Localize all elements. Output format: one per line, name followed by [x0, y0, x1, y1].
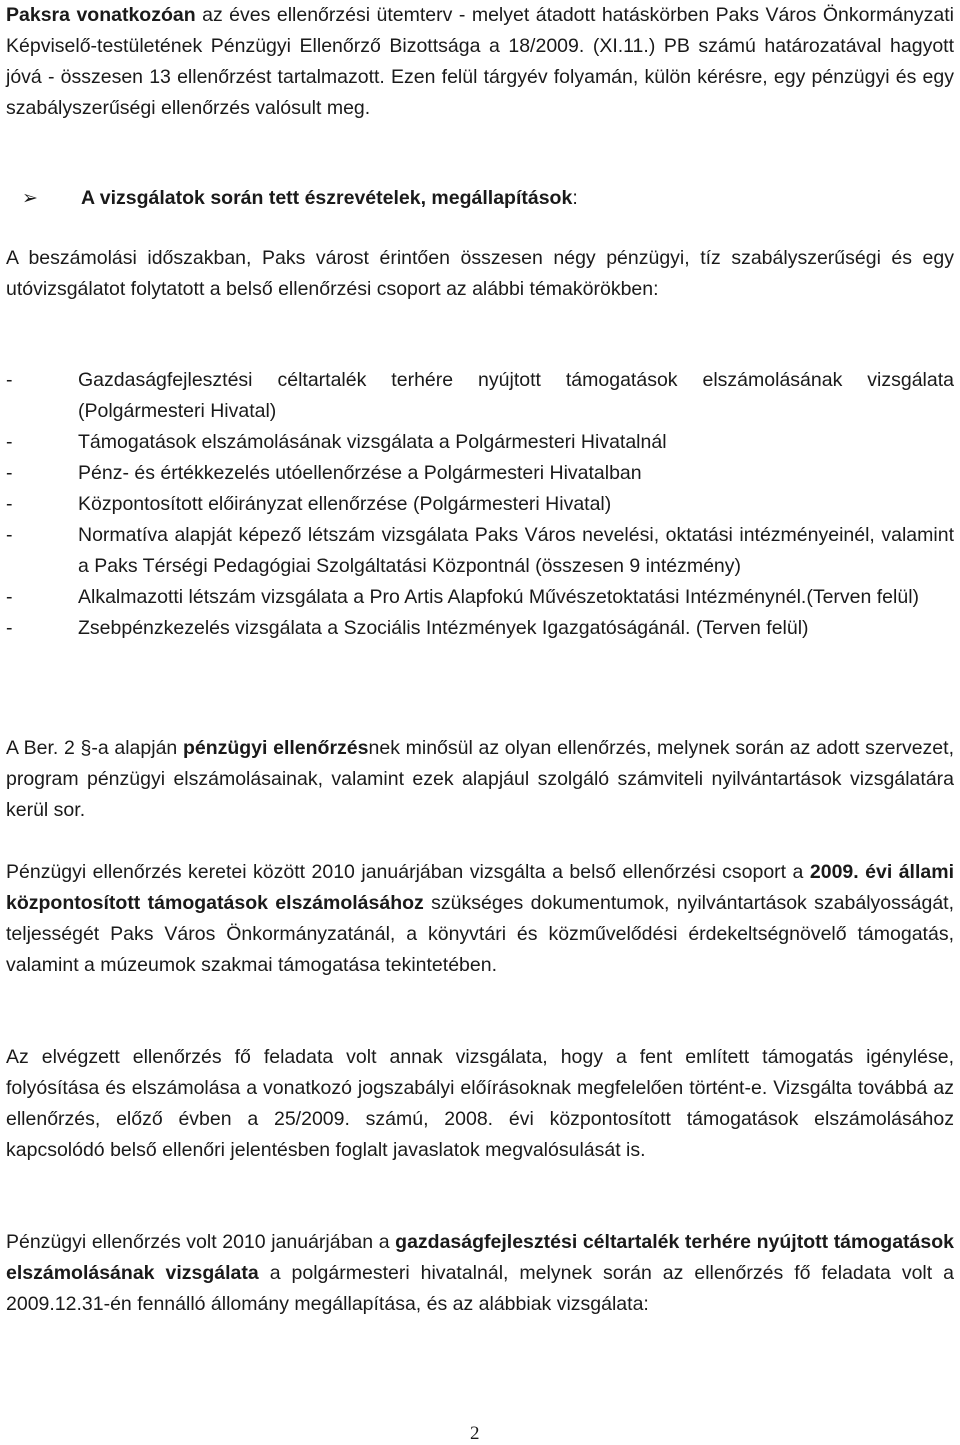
- list-dash: -: [6, 493, 13, 515]
- section-heading-title: A vizsgálatok során tett észrevételek, megállapítások: [81, 187, 573, 209]
- summary-paragraph: A beszámolási időszakban, Paks várost érintően összesen négy pénzügyi, tíz szabályszerűségi és egy utóvizsgálatot folytatott a belső ellenőrzési csoport az alábbi témakörökben:: [6, 247, 954, 300]
- list-dash: -: [6, 586, 13, 608]
- list-item-text: Normatíva alapját képező létszám vizsgálata Paks Város nevelési, oktatási intézményeinél, valamint a Paks Térségi Pedagógiai Szolgáltatási Központnál (összesen 9 intézmény): [78, 524, 954, 577]
- list-item-text: Gazdaságfejlesztési céltartalék terhére nyújtott támogatások elszámolásának vizsgálata (Polgármesteri Hivatal): [78, 369, 954, 422]
- main-task-paragraph: Az elvégzett ellenőrzés fő feladata volt annak vizsgálata, hogy a fent említett támogatás igénylése, folyósítása és elszámolása a vonatkozó jogszabályi előírásoknak megfelelően történt-e. Vizsgálta továbbá az ellenőrzés, előző évben a 25/2009. számú, 2008. évi központosított támogatások elszámolásához kapcsolódó belső ellenőri jelentésben foglalt javaslatok megvalósulását is.: [6, 1046, 954, 1161]
- section-heading-suffix: :: [572, 187, 578, 209]
- definition-bold: pénzügyi ellenőrzés: [182, 737, 369, 759]
- intro-paragraph: [6, 0, 954, 124]
- list-dash: -: [6, 431, 13, 453]
- topics-list: [6, 365, 954, 644]
- financial-check-post: szükséges dokumentumok, nyilvántartások szabályosságát, teljességét Paks Város Önkormányzatánál, a könyvtári és közművelődési érdekeltségnövelő támogatás, valamint a múzeumok szakmai támogatása tekintetében.: [6, 892, 955, 976]
- development-check-post: a polgármesteri hivatalnál, melynek során az ellenőrzés fő feladata volt a 2009.12.31-én fennálló állomány megállapítása, és az alábbiak vizsgálata:: [6, 1262, 955, 1315]
- list-item: [6, 458, 954, 489]
- definition-paragraph: [6, 733, 954, 826]
- list-item: [6, 520, 954, 582]
- development-check-pre: Pénzügyi ellenőrzés volt 2010 januárjában a: [6, 1231, 396, 1253]
- list-item-text: Pénz- és értékkezelés utóellenőrzése a Polgármesteri Hivatalban: [78, 462, 642, 484]
- list-item: [6, 489, 954, 520]
- list-item-text: Alkalmazotti létszám vizsgálata a Pro Artis Alapfokú Művészetoktatási Intézménynél.(Terven felül): [78, 586, 920, 608]
- list-item: [6, 613, 954, 644]
- list-item-text: Zsebpénzkezelés vizsgálata a Szociális Intézmények Igazgatóságánál. (Terven felül): [78, 617, 809, 639]
- definition-text-pre: A Ber. 2 §-a alapján: [6, 737, 183, 759]
- development-check-bold: gazdaságfejlesztési céltartalék terhére nyújtott támogatások elszámolásának vizsgálata: [6, 1231, 954, 1284]
- definition-text-post: nek minősül az olyan ellenőrzés, melynek során az adott szervezet, program pénzügyi elszámolásainak, valamint ezek alapjául szolgáló számviteli nyilvántartások vizsgálatára kerül sor.: [6, 737, 954, 821]
- list-dash: -: [6, 617, 13, 639]
- list-item-text: Támogatások elszámolásának vizsgálata a Polgármesteri Hivatalnál: [78, 431, 667, 453]
- list-dash: -: [6, 369, 13, 391]
- intro-text: az éves ellenőrzési ütemterv - melyet átadott hatáskörben Paks Város Önkormányzati Képviselő-testületének Pénzügyi Ellenőrző Bizottsága a 18/2009. (XI.11.) PB számú határozatával hagyott jóvá - összesen 13 ellenőrzést tartalmazott. Ezen felül tárgyév folyamán, külön kérésre, egy pénzügyi és egy szabályszerűségi ellenőrzés valósult meg.: [6, 4, 955, 119]
- list-dash: -: [6, 524, 13, 546]
- list-item-text: Központosított előirányzat ellenőrzése (Polgármesteri Hivatal): [78, 493, 612, 515]
- page-number: 2: [470, 1423, 480, 1444]
- financial-check-pre: Pénzügyi ellenőrzés keretei között 2010 januárjában vizsgálta a belső ellenőrzési csoport a: [6, 861, 810, 883]
- list-item: [6, 427, 954, 458]
- list-item: [6, 582, 954, 613]
- intro-bold-lead: Paksra vonatkozóan: [6, 4, 196, 26]
- financial-check-paragraph: [6, 857, 954, 981]
- development-check-paragraph: [6, 1227, 954, 1320]
- arrow-bullet-icon: ➢: [22, 188, 38, 209]
- list-item: [6, 365, 954, 427]
- financial-check-bold: 2009. évi állami központosított támogatások elszámolásához: [6, 861, 954, 914]
- list-dash: -: [6, 462, 13, 484]
